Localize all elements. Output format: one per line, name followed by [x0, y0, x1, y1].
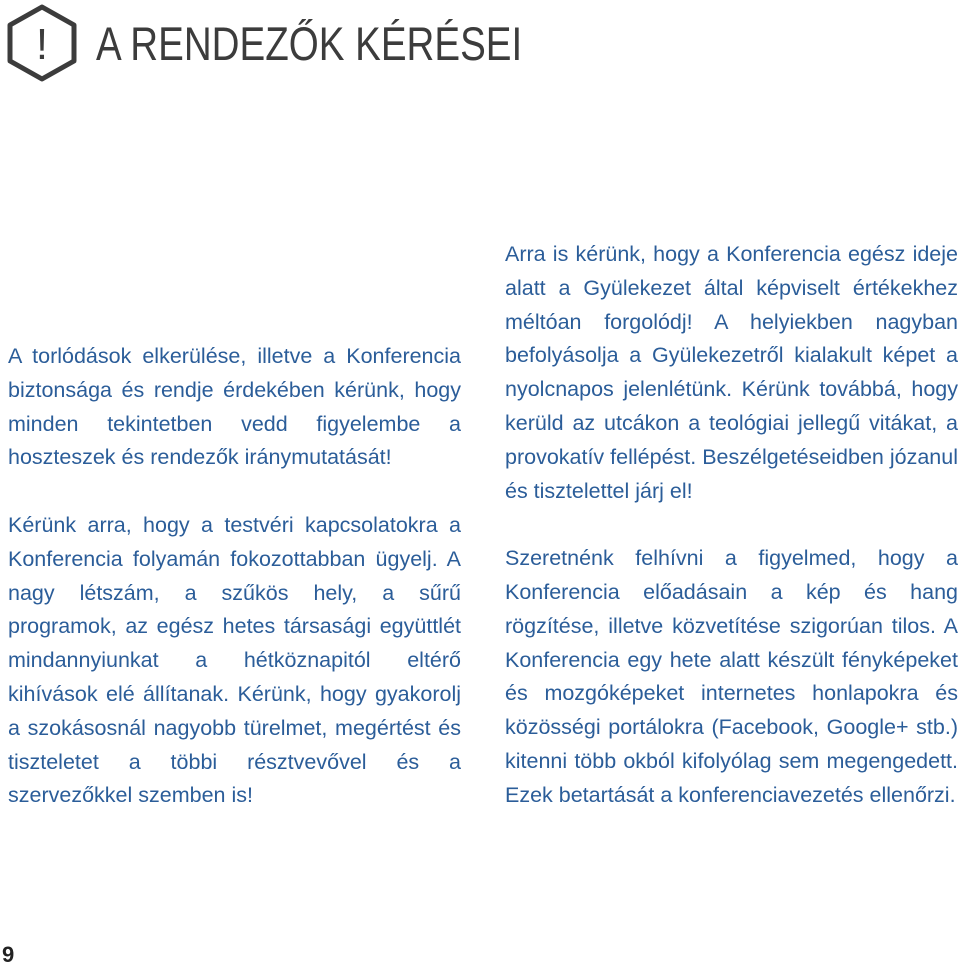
- right-column: [505, 238, 958, 813]
- exclamation-hexagon-icon: [6, 4, 78, 82]
- page-number: 9: [2, 942, 15, 967]
- left-paragraph-2: Kérünk arra, hogy a testvéri kapcsolatokra a Konferencia folyamán fokozottabban ügyelj. A nagy létszám, a szűkös hely, a sűrű programok, az egész hetes társasági együttlét mindannyiunkat a hétköznapitól eltérő kihívások elé állítanak. Kérünk, hogy gyakorolj a szokásosnál nagyobb türelmet, megértést és tiszteletet a többi résztvevővel és a szervezőkkel szemben is!: [8, 512, 461, 808]
- left-paragraph-1: A torlódások elkerülése, illetve a Konferencia biztonsága és rendje érdekében kérünk, hogy minden tekintetben vedd figyelembe a hoszteszek és rendezők iránymutatását!: [8, 344, 461, 470]
- right-paragraph-2: Szeretnénk felhívni a figyelmed, hogy a Konferencia előadásain a kép és hang rögzítése, illetve közvetítése szigorúan tilos. A Konferencia egy hete alatt készült fényképeket és mozgóképeket internetes honlapokra és közösségi portálokra (Facebook, Google+ stb.) kitenni több okból kifolyólag sem megengedett. Ezek betartását a konferenciavezetés ellenőrzi.: [505, 546, 958, 807]
- left-column: [8, 340, 461, 813]
- page-title: A RENDEZŐK KÉRÉSEI: [96, 16, 523, 70]
- page-header: [6, 4, 616, 82]
- right-paragraph-1: Arra is kérünk, hogy a Konferencia egész ideje alatt a Gyülekezet által képviselt értékekhez méltóan forgolódj! A helyiekben nagyban befolyásolja a Gyülekezetről kialakult képet a nyolcnapos jelenlétünk. Kérünk továbbá, hogy kerüld az utcákon a teológiai jellegű vitákat, a provokatív fellépést. Beszélgetéseidben józanul és tisztelettel járj el!: [505, 242, 958, 503]
- exclamation-glyph: !: [35, 20, 49, 69]
